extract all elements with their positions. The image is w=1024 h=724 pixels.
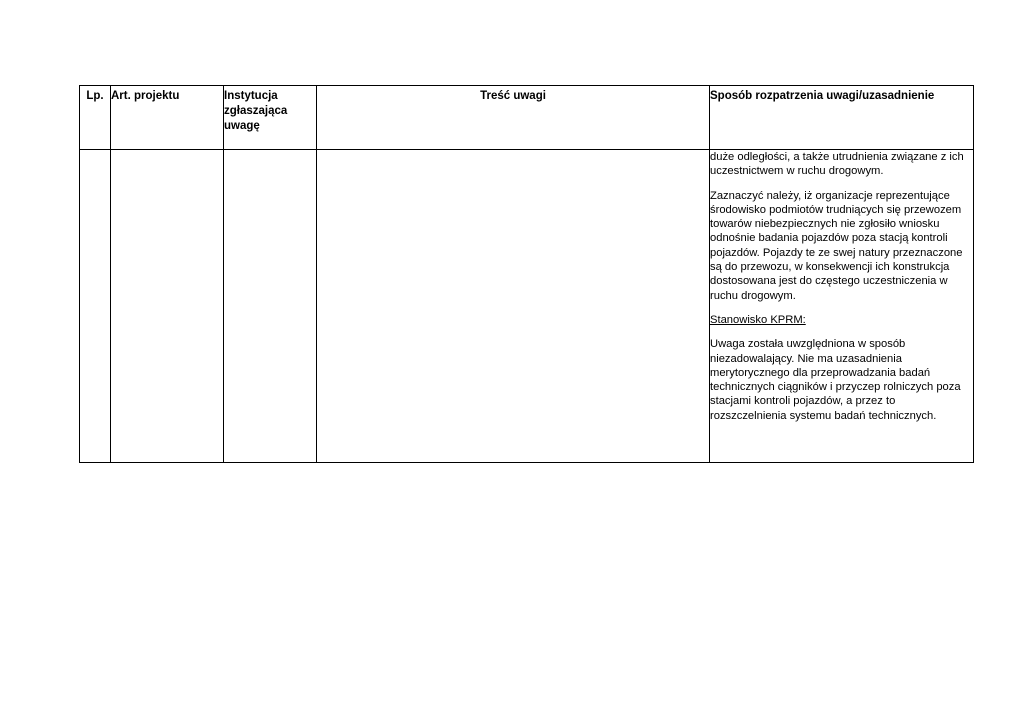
resolution-subheading: Stanowisko KPRM: [710, 313, 806, 326]
header-lp-label: Lp. [86, 90, 104, 102]
comments-table [79, 85, 974, 463]
header-article [111, 86, 224, 150]
header-institution-line-3: uwagę [224, 120, 260, 132]
header-content [317, 86, 710, 150]
resolution-paragraph-2: Zaznaczyć należy, iż organizacje reprezentujące środowisko podmiotów trudniących się przewozem towarów niebezpiecznych nie zgłosiło wniosku odnośnie badania pojazdów poza stacją kontroli pojazdów. Pojazdy te ze swej natury przeznaczone są do przewozu, w konsekwencji ich konstrukcja dostosowana jest do częstego uczestniczenia w ruchu drogowym. [710, 189, 963, 302]
resolution-paragraph-1: duże odległości, a także utrudnienia związane z ich uczestnictwem w ruchu drogowym. [710, 151, 964, 178]
cell-article [111, 150, 224, 463]
header-institution-line-1: Instytucja [224, 90, 278, 102]
resolution-paragraph-3: Uwaga została uwzględniona w sposób niezadowalający. Nie ma uzasadnienia merytorycznego dla przeprowadzania badań technicznych ciągników i przyczep rolniczych poza stacjami kontroli pojazdów, a przez to rozszczelnienia systemu badań technicznych. [710, 338, 961, 422]
cell-content [317, 150, 710, 463]
header-resolution [710, 86, 974, 150]
header-article-label: Art. projektu [111, 90, 180, 102]
header-resolution-label: Sposób rozpatrzenia uwagi/uzasadnienie [710, 90, 935, 102]
cell-institution [224, 150, 317, 463]
header-institution [224, 86, 317, 150]
header-lp [80, 86, 111, 150]
header-content-label: Treść uwagi [480, 90, 546, 102]
table-header-row [80, 86, 974, 150]
table-row [80, 150, 974, 463]
cell-resolution [710, 150, 974, 463]
header-institution-line-2: zgłaszająca [224, 105, 288, 117]
cell-lp [80, 150, 111, 463]
